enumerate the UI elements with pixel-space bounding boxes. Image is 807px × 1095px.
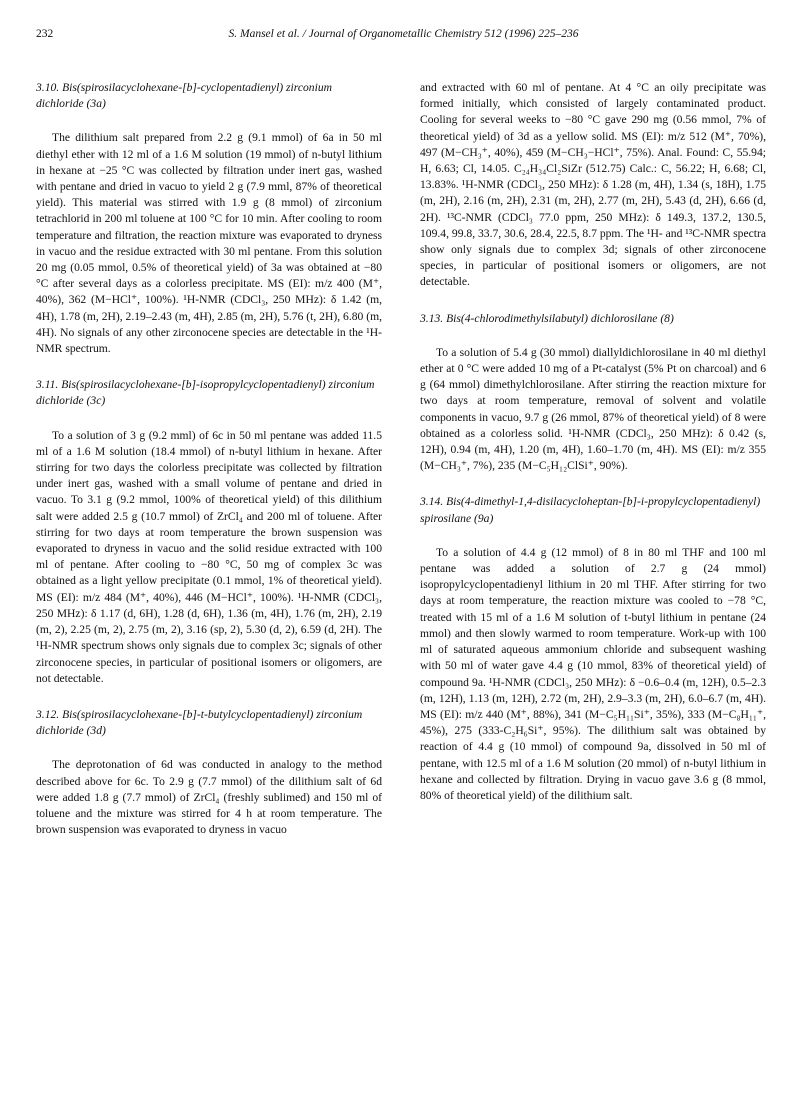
section-3-10-body: The dilithium salt prepared from 2.2 g (9.1 mmol) of 6a in 50 ml diethyl ether with 12 ml of a 1.6 M solution (19 mmol) of n-butyl lithium in hexane at −25 °C was collected by filtration under inert gas, washed with pentane and dried in vacuo to yield 2 g (7.9 mml, 87% of theoretical yield). This material was stirred with 1.9 g (8 mmol) of zirconium tetrachlorid in 200 ml toluene at 100 °C for 10 min. After cooling to room temperature and filtration, the reaction mixture was evaporated to dryness in vacuo and the residue extracted with 30 ml pentane. From this solution 20 mg (0.05 mmol, 0.5% of theoretical yield) of 3a was obtained at −80 °C after several days as a colorless precipitate. MS (EI): m/z 400 (M⁺, 40%), 362 (M−HCl⁺, 100%). ¹H-NMR (CDCl₃, 250 MHz): δ 1.42 (m, 4H), 1.78 (m, 2H), 2.19–2.43 (m, 4H), 2.85 (m, 2H), 5.76 (t, 2H), 6.80 (m, 4H). No signals of any other zirconocene species are detectable in the ¹H-NMR spectrum. <box>36 131 382 356</box>
section-3-12-body-continued: and extracted with 60 ml of pentane. At 4 °C an oily precipitate was formed initially, which consisted of largely contaminated product. Cooling for several weeks to −80 °C gave 290 mg (0.56 mmol, 7% of theoretical yield) of 3d as a yellow solid. MS (EI): m/z 512 (M⁺, 70%), 497 (M−CH₃⁺, 40%), 459 (M−CH₃−HCl⁺, 75%). Anal. Found: C, 55.94; H, 6.63; Cl, 14.05. C₂₄H₃₄Cl₂SiZr (512.75) Calc.: C, 56.22; H, 6.68; Cl, 13.83%. ¹H-NMR (CDCl₃, 250 MHz): δ 1.28 (m, 4H), 1.34 (s, 18H), 1.75 (m, 2H), 2.16 (m, 2H), 2.31 (m, 2H), 2.77 (m, 2H), 5.43 (d, 2H), 6.66 (d, 2H). ¹³C-NMR (CDCl₃ 77.0 ppm, 250 MHz): δ 149.3, 137.2, 130.5, 109.4, 99.8, 33.7, 30.6, 28.4, 22.5, 8.7 ppm. The ¹H- and ¹³C-NMR spectra show only signals due to complex 3d; signals of other zirconocene species, in particular of positional isomers or oligomers, are not detectable. <box>420 81 766 289</box>
section-3-12-body-start: The deprotonation of 6d was conducted in analogy to the method described above for 6c. To 2.9 g (7.7 mmol) of the dilithium salt of 6d were added 1.8 g (7.7 mmol) of ZrCl₄ (freshly sublimed) and 150 ml of toluene and the mixture was stirred for 4 h at room temperature. The brown suspension was evaporated to dryness in vacuo <box>36 758 382 837</box>
right-column <box>420 80 766 804</box>
page-header <box>36 28 771 48</box>
left-column <box>36 80 382 838</box>
section-3-12-heading: 3.12. Bis(spirosilacyclohexane-[b]-t-butylcyclopentadienyl) zirconium dichloride (3d) <box>36 707 363 738</box>
section-3-11-heading: 3.11. Bis(spirosilacyclohexane-[b]-isopropylcyclopentadienyl) zirconium dichloride (3c) <box>36 378 375 408</box>
section-3-14-body: To a solution of 4.4 g (12 mmol) of 8 in 80 ml THF and 100 ml pentane was added a solution of 2.7 g (24 mmol) isopropylcyclopentadienyl lithium in 20 ml THF. After stirring for two days at room temperature, the reaction mixture was cooled to −78 °C, treated with 15 ml of a 1.6 M solution of t-butyl lithium in pentane (24 mmol) and then slowly warmed to room temperature. Work-up with 100 ml of saturated aqueous ammonium chloride and subsequent washing with 50 ml of water gave 4.4 g (10 mmol, 83% of theoretical yield) of compound 9a. ¹H-NMR (CDCl₃, 250 MHz): δ −0.6–0.4 (m, 12H), 0.5–2.3 (m, 12H), 1.13 (m, 12H), 2.72 (m, 2H), 2.9–3.3 (m, 2H), 6.0–6.7 (m, 4H). MS (EI): m/z 440 (M⁺, 88%), 341 (M−C₅H₁₁Si⁺, 35%), 333 (M−C₈H₁₁⁺, 45%), 275 (333-C₂H₆Si⁺, 95%). The dilithium salt was obtained by reaction of 4.4 g (10 mmol) of compound 9a, dissolved in 50 ml of pentane, with 12.5 ml of a 1.6 M solution (20 mmol) of n-butyl lithium in hexane and collected by filtration. Drying in vacuo gave 3.6 g (8 mmol, 80% of theoretical yield) of the dilithium salt. <box>420 545 766 802</box>
section-3-13-heading: 3.13. Bis(4-chlorodimethylsilabutyl) dichlorosilane (8) <box>420 311 674 325</box>
section-3-14-heading: 3.14. Bis(4-dimethyl-1,4-disilacycloheptan-[b]-i-propylcyclopentadienyl) spirosilane (9a) <box>420 495 761 525</box>
section-3-11-body: To a solution of 3 g (9.2 mml) of 6c in 50 ml pentane was added 11.5 ml of a 1.6 M solution (18.4 mmol) of n-butyl lithium in hexane. After stirring for two days the colorless precipitate was collected by filtration under inert gas, washed with a small volume of pentane and dried in vacuo. To 3.1 g (9.2 mmol, 100% of theoretical yield) of this dilithium salt were added 2.5 g (10.7 mmol) of ZrCl₄ and 200 ml of toluene. After stirring for two days at room temperature the brown suspension was evaporated to dryness in vacuo and the solid residue extracted with 100 ml of pentane. After cooling to −80 °C, 50 mg of complex 3c was obtained as a light yellow precipitate (0.1 mmol, 1% of theoretical yield). MS (EI): m/z 484 (M⁺, 40%), 446 (M−HCl⁺, 100%). ¹H-NMR (CDCl₃, 250 MHz): δ 1.17 (d, 6H), 1.28 (d, 6H), 1.36 (m, 4H), 1.76 (m, 2H), 2.19 (m, 2), 2.25 (m, 2), 2.75 (m, 2), 3.16 (sp, 2), 5.30 (d, 2), 6.59 (d, 2H). The ¹H-NMR spectrum shows only signals due to complex 3c; signals of other zirconocene species, in particular of positional isomers or oligomers, are not detectable. <box>36 428 382 685</box>
section-3-10-heading: 3.10. Bis(spirosilacyclohexane-[b]-cyclopentadienyl) zirconium dichloride (3a) <box>36 81 332 111</box>
section-3-13-body: To a solution of 5.4 g (30 mmol) diallyldichlorosilane in 40 ml diethyl ether at 0 °C were added 10 mg of a Pt-catalyst (5% Pt on charcoal) and 6 g (64 mmol) dimethylchlorosilane. After stirring the reaction mixture for two days at room temperature, removal of solvent and volatile components in vacuo, 9.7 g (26 mmol, 87% of theoretical yield) of 8 were obtained as a colorless solid. ¹H-NMR (CDCl₃, 250 MHz): δ 0.42 (s, 12H), 0.94 (m, 4H), 1.20 (m, 4H), 1.60–1.70 (m, 4H). MS (EI): m/z 355 (M−CH₃⁺, 7%), 235 (M−C₅H₁₂ClSi⁺, 90%). <box>420 345 766 473</box>
page-number: 232 <box>36 28 54 40</box>
running-title: S. Mansel et al. / Journal of Organometallic Chemistry 512 (1996) 225–236 <box>228 28 579 40</box>
